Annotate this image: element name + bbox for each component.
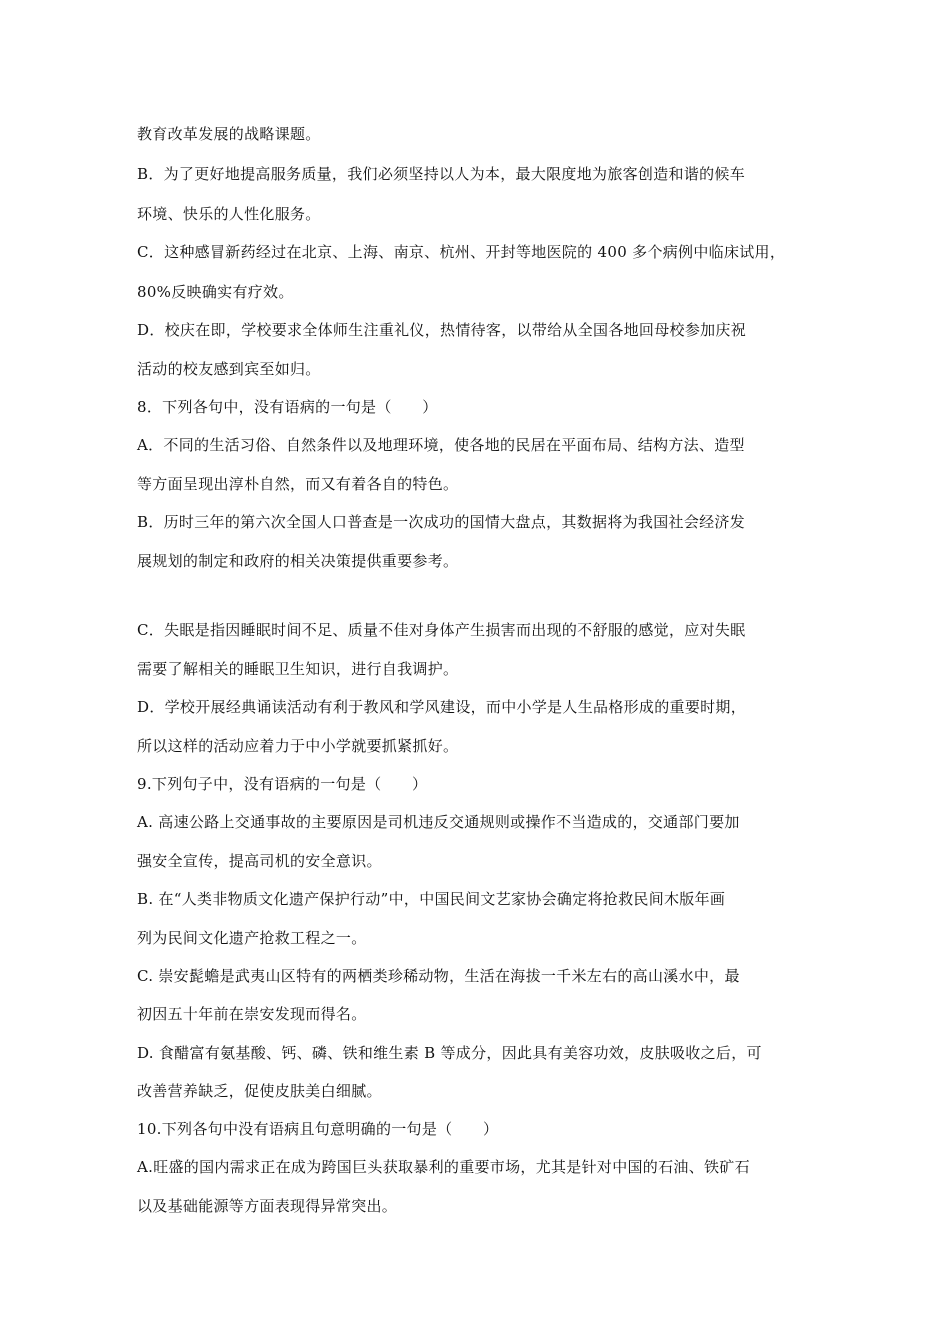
option-d-line: D. 食醋富有氨基酸、钙、磷、铁和维生素 B 等成分，因此具有美容功效，皮肤吸收之后，可: [137, 1044, 762, 1062]
option-b-line: B．历时三年的第六次全国人口普查是一次成功的国情大盘点，其数据将为我国社会经济发: [137, 513, 746, 531]
option-a-line: A. 高速公路上交通事故的主要原因是司机违反交通规则或操作不当造成的，交通部门要加: [137, 813, 740, 831]
text-line: 所以这样的活动应着力于中小学就要抓紧抓好。: [137, 737, 459, 755]
option-c-line: C．失眠是指因睡眠时间不足、质量不佳对身体产生损害而出现的不舒服的感觉，应对失眠: [137, 621, 746, 639]
option-a-line: A．不同的生活习俗、自然条件以及地理环境，使各地的民居在平面布局、结构方法、造型: [137, 436, 745, 454]
text-line: 以及基础能源等方面表现得异常突出。: [137, 1197, 398, 1215]
text-line: 展规划的制定和政府的相关决策提供重要参考。: [137, 552, 459, 570]
option-c-line: C．这种感冒新药经过在北京、上海、南京、杭州、开封等地医院的 400 多个病例中临床试用，: [137, 243, 786, 261]
text-line: 80%反映确实有疗效。: [137, 283, 294, 301]
text-line: 初因五十年前在崇安发现而得名。: [137, 1005, 367, 1023]
text-line: 强安全宣传，提高司机的安全意识。: [137, 852, 382, 870]
question-9-title: 9.下列句子中，没有语病的一句是（ ）: [137, 775, 428, 793]
option-b-line: B．为了更好地提高服务质量，我们必须坚持以人为本，最大限度地为旅客创造和谐的候车: [137, 165, 746, 183]
text-line: 改善营养缺乏，促使皮肤美白细腻。: [137, 1082, 382, 1100]
option-c-line: C. 崇安髭蟾是武夷山区特有的两栖类珍稀动物，生活在海拔一千米左右的高山溪水中，最: [137, 967, 740, 985]
option-b-line: B. 在“人类非物质文化遗产保护行动”中，中国民间文艺家协会确定将抢救民间木版年画: [137, 890, 726, 908]
question-8-title: 8．下列各句中，没有语病的一句是（ ）: [137, 398, 438, 416]
option-d-line: D．学校开展经典诵读活动有利于教风和学风建设，而中小学是人生品格形成的重要时期，: [137, 698, 747, 716]
option-a-line: A.旺盛的国内需求正在成为跨国巨头获取暴利的重要市场，尤其是针对中国的石油、铁矿石: [137, 1158, 750, 1176]
text-line: 环境、快乐的人性化服务。: [137, 205, 321, 223]
text-line: 需要了解相关的睡眠卫生知识，进行自我调护。: [137, 660, 459, 678]
option-d-line: D．校庆在即，学校要求全体师生注重礼仪，热情待客，以带给从全国各地回母校参加庆祝: [137, 321, 747, 339]
question-10-title: 10.下列各句中没有语病且句意明确的一句是（ ）: [137, 1120, 499, 1138]
text-line: 活动的校友感到宾至如归。: [137, 360, 321, 378]
text-line: 教育改革发展的战略课题。: [137, 125, 321, 143]
text-line: 等方面呈现出淳朴自然，而又有着各自的特色。: [137, 475, 459, 493]
text-line: 列为民间文化遗产抢救工程之一。: [137, 929, 367, 947]
